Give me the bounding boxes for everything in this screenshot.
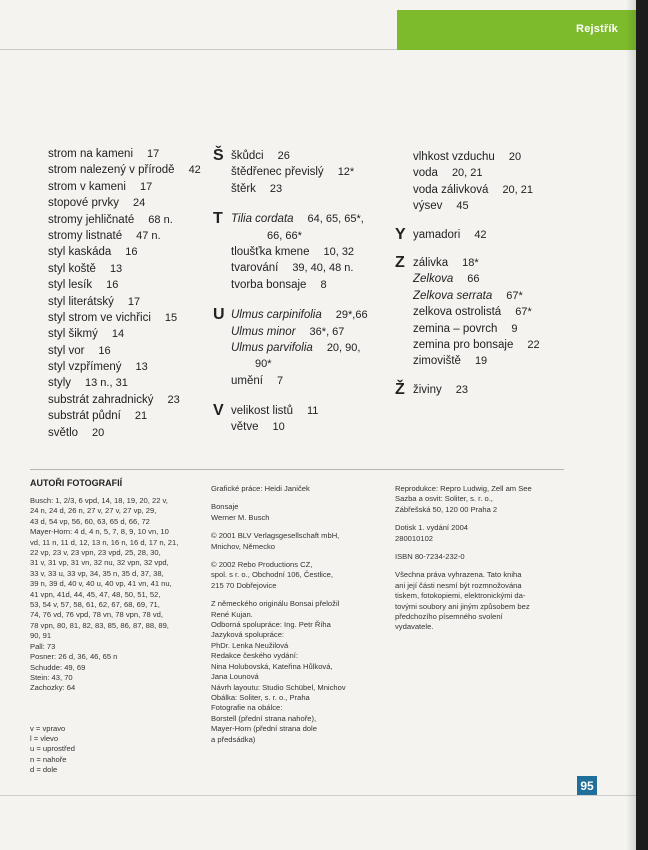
line-gap: [211, 591, 391, 599]
index-pages: 20: [92, 426, 105, 439]
index-entry: [395, 382, 575, 398]
credit-line: ani její části nesmí být rozmnožována: [395, 580, 522, 590]
credit-line: Schudde: 49, 69: [30, 662, 86, 672]
index-entry: [213, 211, 393, 227]
index-pages: 42: [474, 228, 487, 241]
publishing-credits: [211, 484, 391, 745]
line-gap: [395, 562, 575, 570]
index-letter-group: [395, 255, 575, 370]
index-pages: 68 n.: [148, 213, 173, 226]
credit-line: Pall: 73: [30, 641, 56, 651]
index-entry: [395, 337, 575, 353]
credit-line: Fotografie na obálce:: [211, 703, 283, 713]
index-letter-group: [395, 382, 575, 398]
line-gap: [395, 515, 575, 523]
index-term: styl vor: [48, 344, 85, 357]
index-entry: [48, 146, 218, 162]
index-entry: [395, 321, 575, 337]
index-entry: [213, 164, 393, 180]
footer-rule: [0, 795, 636, 796]
index-entry: [395, 288, 575, 304]
index-pages: 66, 66*: [267, 229, 302, 242]
index-entry: [48, 310, 218, 326]
credit-line: 24 n, 24 d, 26 n, 27 v, 27 v, 27 vp, 29,: [30, 506, 157, 516]
index-term: zemina – povrch: [413, 322, 498, 335]
index-term: styl kaskáda: [48, 246, 112, 259]
index-entry: [395, 271, 575, 287]
index-term: tvorba bonsaje: [231, 278, 307, 291]
index-pages: 13: [135, 361, 148, 374]
credit-line: n = nahoře: [30, 754, 67, 764]
index-pages: 19: [474, 355, 488, 368]
index-entry: [395, 149, 575, 165]
line-gap: [395, 544, 575, 552]
index-entry: [48, 359, 218, 375]
index-pages: 12*: [337, 166, 355, 179]
credit-line: Redakce českého vydání:: [211, 651, 298, 661]
credit-line: René Kujan.: [211, 609, 253, 619]
index-pages: 20, 90,: [326, 341, 361, 354]
credit-line: Jazyková spolupráce:: [211, 630, 285, 640]
index-entry: [48, 179, 218, 195]
index-pages: 21: [134, 410, 148, 423]
index-term: styl šikmý: [48, 328, 98, 341]
index-pages: 23: [455, 383, 469, 396]
index-entry: [213, 228, 393, 244]
index-term: strom v kameni: [48, 180, 126, 193]
index-term: stromy listnaté: [48, 229, 123, 242]
index-entry: [48, 277, 218, 293]
credit-line: Obálka: Soliter, s. r. o., Praha: [211, 692, 310, 702]
index-pages: 13 n., 31: [85, 377, 128, 390]
index-pages: 10, 32: [323, 245, 355, 258]
index-term: zálivka: [413, 256, 449, 269]
index-term: velikost listů: [231, 405, 293, 418]
index-term: štěrk: [231, 182, 256, 195]
index-pages: 13: [109, 262, 123, 275]
credit-line: Všechna práva vyhrazena. Tato kniha: [395, 570, 522, 580]
credit-line: 33 v, 33 u, 33 vp, 34, 35 n, 35 d, 37, 38,: [30, 568, 164, 578]
index-pages: 17: [127, 295, 141, 308]
credit-line: 43 d, 54 vp, 56, 60, 63, 65 d, 66, 72: [30, 516, 150, 526]
index-pages: 17: [139, 180, 153, 193]
credit-line: © 2001 BLV Verlagsgesellschaft mbH,: [211, 531, 340, 541]
credit-line: 90, 91: [30, 631, 52, 641]
credit-line: Nina Holubovská, Kateřina Hůlková,: [211, 661, 333, 671]
index-pages: 9: [511, 322, 518, 335]
index-pages: 29*,66: [335, 309, 368, 322]
index-term: větve: [231, 421, 259, 434]
index-term: Zelkova: [413, 273, 454, 286]
index-entry: [395, 165, 575, 181]
credit-line: Mayer-Horn (přední strana dole: [211, 724, 317, 734]
index-entry: [395, 304, 575, 320]
credit-line: Werner M. Busch: [211, 512, 270, 522]
index-entry: [395, 353, 575, 369]
header-rule: [0, 49, 397, 50]
index-letter-group: [213, 148, 393, 197]
credit-line: 78 vpn, 80, 81, 82, 83, 85, 86, 87, 88, 89,: [30, 620, 169, 630]
index-term: Ulmus parvifolia: [231, 341, 313, 354]
section-divider: [30, 469, 564, 470]
index-pages: 64, 65, 65*,: [307, 213, 364, 226]
index-entry: [395, 227, 575, 243]
index-entry: [213, 260, 393, 276]
index-entry: [48, 294, 218, 310]
index-letter: T: [213, 210, 223, 228]
credit-line: Bonsaje: [211, 502, 239, 512]
index-pages: 42: [188, 164, 201, 177]
index-term: umění: [231, 374, 263, 387]
index-term: výsev: [413, 200, 443, 213]
credit-line: Jana Lounová: [211, 672, 259, 682]
credit-line: Mayer-Horn: 4 d, 4 n, 5, 7, 8, 9, 10 vn, 10: [30, 527, 169, 537]
index-term: vlhkost vzduchu: [413, 151, 495, 163]
index-entry: [48, 425, 218, 441]
credit-line: Zábřešská 50, 120 00 Praha 2: [395, 504, 498, 514]
index-entry: [48, 343, 218, 359]
index-entry: [213, 181, 393, 197]
index-entry: [48, 228, 218, 244]
credits-title: AUTOŘI FOTOGRAFIÍ: [30, 478, 123, 488]
index-term: styl lesík: [48, 279, 93, 292]
credit-line: 31 v, 31 vp, 31 vn, 32 nu, 32 vpn, 32 vpd,: [30, 558, 169, 568]
credit-line: ISBN 80-7234-232-0: [395, 552, 465, 562]
line-gap: [211, 523, 391, 531]
index-term: zimoviště: [413, 355, 461, 368]
index-entry: [48, 244, 218, 260]
index-term: strom na kameni: [48, 148, 134, 160]
index-entry: [213, 277, 393, 293]
index-pages: 17: [147, 148, 160, 160]
credit-line: d = dole: [30, 764, 58, 774]
credit-line: Z německého originálu Bonsai přeložil: [211, 599, 340, 609]
index-pages: 24: [132, 197, 146, 210]
credit-line: 22 vp, 23 v, 23 vpn, 23 vpd, 25, 28, 30,: [30, 548, 161, 558]
index-pages: 23: [167, 393, 180, 406]
index-term: zemina pro bonsaje: [413, 338, 514, 351]
index-letter: Y: [395, 225, 406, 243]
index-entry: [213, 307, 393, 323]
index-pages: 16: [98, 344, 111, 357]
section-title: Rejstřík: [576, 23, 618, 35]
index-entry: [48, 408, 218, 424]
index-term: yamadori: [413, 228, 461, 241]
index-entry: [213, 373, 393, 389]
credit-line: a předsádka): [211, 734, 256, 744]
index-pages: 14: [111, 328, 125, 341]
index-pages: 22: [527, 338, 540, 351]
credit-line: Stein: 43, 70: [30, 672, 73, 682]
index-pages: 66: [467, 273, 480, 286]
index-letter: Ž: [395, 380, 405, 398]
credit-line: Mnichov, Německo: [211, 541, 276, 551]
credit-line: Sazba a osvit: Soliter, s. r. o.,: [395, 494, 493, 504]
index-term: styl strom ve vichřici: [48, 311, 151, 324]
credit-line: spol. s r. o., Obchodní 106, Čestlice,: [211, 570, 333, 580]
index-column-3: [395, 149, 575, 398]
line-gap: [211, 494, 391, 502]
index-letter-group: [213, 403, 393, 436]
index-pages: 20: [508, 151, 522, 163]
credit-line: Návrh layoutu: Studio Schübel, Mnichov: [211, 682, 346, 692]
credit-line: Dotisk 1. vydání 2004: [395, 523, 469, 533]
index-pages: 36*, 67: [309, 325, 345, 338]
index-letter: V: [213, 402, 224, 420]
credit-line: 280010102: [395, 533, 434, 543]
credit-line: tiskem, fotokopiemi, elektronickými da-: [395, 591, 526, 601]
index-term: substrát zahradnický: [48, 393, 154, 406]
index-entry: [213, 244, 393, 260]
index-pages: 47 n.: [136, 229, 161, 242]
credit-line: 39 n, 39 d, 40 v, 40 u, 40 vp, 41 vn, 41 nu,: [30, 579, 172, 589]
index-term: živiny: [413, 383, 442, 396]
line-gap: [211, 552, 391, 560]
index-pages: 45: [456, 200, 469, 213]
index-entry: [213, 419, 393, 435]
index-term: tloušťka kmene: [231, 245, 310, 258]
imprint-info: [395, 484, 575, 633]
index-letter-group: [395, 227, 575, 243]
index-pages: 26: [277, 150, 290, 162]
index-term: světlo: [48, 426, 79, 439]
index-term: styl koště: [48, 262, 96, 275]
credit-line: 74, 76 vd, 76 vpd, 78 vn, 78 vpn, 78 vd,: [30, 610, 163, 620]
index-pages: 8: [320, 278, 327, 291]
index-pages: 23: [269, 182, 283, 195]
credit-line: vydavatele.: [395, 622, 434, 632]
index-pages: 16: [125, 246, 138, 259]
index-entry: [48, 195, 218, 211]
index-term: tvarování: [231, 262, 279, 275]
index-pages: 15: [164, 311, 178, 324]
credit-line: Grafické práce: Heidi Janiček: [211, 484, 310, 493]
index-entry: [48, 326, 218, 342]
credits-legend: [30, 724, 75, 775]
credit-line: 41 vpn, 41d, 44, 45, 47, 48, 50, 51, 52,: [30, 589, 161, 599]
index-term: strom nalezený v přírodě: [48, 164, 175, 177]
index-term: zelkova ostrolistá: [413, 306, 502, 319]
credit-line: 53, 54 v, 57, 58, 61, 62, 67, 68, 69, 71,: [30, 600, 160, 610]
index-pages: 67*: [515, 306, 532, 319]
index-entry: [395, 182, 575, 198]
index-letter-group: [213, 211, 393, 293]
index-pages: 11: [307, 405, 319, 418]
credit-line: tovými soubory ani jiným způsobem bez: [395, 601, 530, 611]
page-number: 95: [580, 779, 594, 793]
index-term: Ulmus minor: [231, 325, 296, 338]
index-letter: U: [213, 306, 225, 324]
credit-line: u = uprostřed: [30, 744, 75, 754]
index-pages: 90*: [255, 358, 272, 371]
index-column-2: [213, 148, 393, 436]
credit-line: Zachozky: 64: [30, 683, 76, 693]
index-term: styl literátský: [48, 295, 114, 308]
index-term: stopové prvky: [48, 197, 119, 210]
credit-line: l = vlevo: [30, 734, 59, 744]
index-term: voda zálivková: [413, 183, 489, 196]
index-entry: [48, 375, 218, 391]
credit-line: Odborná spolupráce: Ing. Petr Říha: [211, 620, 331, 630]
index-pages: 67*: [506, 289, 523, 302]
index-letter-group: [395, 149, 575, 215]
index-pages: 20, 21: [451, 167, 483, 180]
index-pages: 20, 21: [502, 183, 534, 196]
credit-line: Borstell (přední strana nahoře),: [211, 713, 317, 723]
credit-line: PhDr. Lenka Neužilová: [211, 640, 289, 650]
index-entry: [213, 340, 393, 356]
index-entry: [395, 255, 575, 271]
index-entry: [213, 148, 393, 164]
index-entry: [213, 403, 393, 419]
credit-line: © 2002 Rebo Productions CZ,: [211, 560, 313, 570]
credit-line: vd, 11 n, 11 d, 12, 13 n, 16 n, 16 d, 17 n, 21,: [30, 537, 179, 547]
index-term: stromy jehličnaté: [48, 213, 135, 226]
credit-line: v = vpravo: [30, 724, 66, 733]
index-entry: [48, 392, 218, 408]
index-entry: [213, 324, 393, 340]
index-term: Zelkova serrata: [413, 289, 493, 302]
credit-line: Posner: 26 d, 36, 46, 65 n: [30, 652, 118, 662]
index-term: voda: [413, 167, 438, 180]
index-pages: 7: [276, 374, 284, 387]
index-term: Ulmus carpinifolia: [231, 309, 322, 322]
index-entry: [395, 198, 575, 214]
index-entry: [48, 212, 218, 228]
index-letter: Š: [213, 147, 224, 164]
index-term: styl vzpřímený: [48, 361, 122, 374]
credit-line: Reprodukce: Repro Ludwig, Zell am See: [395, 484, 532, 493]
credit-line: Busch: 1, 2/3, 6 vpd, 14, 18, 19, 20, 22 v,: [30, 496, 168, 505]
index-pages: 10: [272, 421, 285, 434]
index-letter: Z: [395, 253, 405, 271]
index-pages: 16: [106, 279, 119, 292]
index-pages: 39, 40, 48 n.: [292, 262, 354, 275]
index-entry: [213, 356, 393, 372]
index-term: Tilia cordata: [231, 213, 294, 226]
index-term: štědřenec převislý: [231, 166, 324, 179]
photo-credits: [30, 496, 210, 694]
index-term: styly: [48, 377, 71, 390]
index-term: škůdci: [231, 150, 264, 162]
index-letter-group: [213, 307, 393, 389]
index-entry: [48, 162, 218, 178]
index-column-1: [48, 146, 218, 441]
credit-line: předchozího písemného svolení: [395, 612, 503, 622]
index-pages: 18*: [462, 256, 479, 269]
index-term: substrát půdní: [48, 410, 121, 423]
credit-line: 215 70 Dobřejovice: [211, 580, 277, 590]
index-entry: [48, 261, 218, 277]
